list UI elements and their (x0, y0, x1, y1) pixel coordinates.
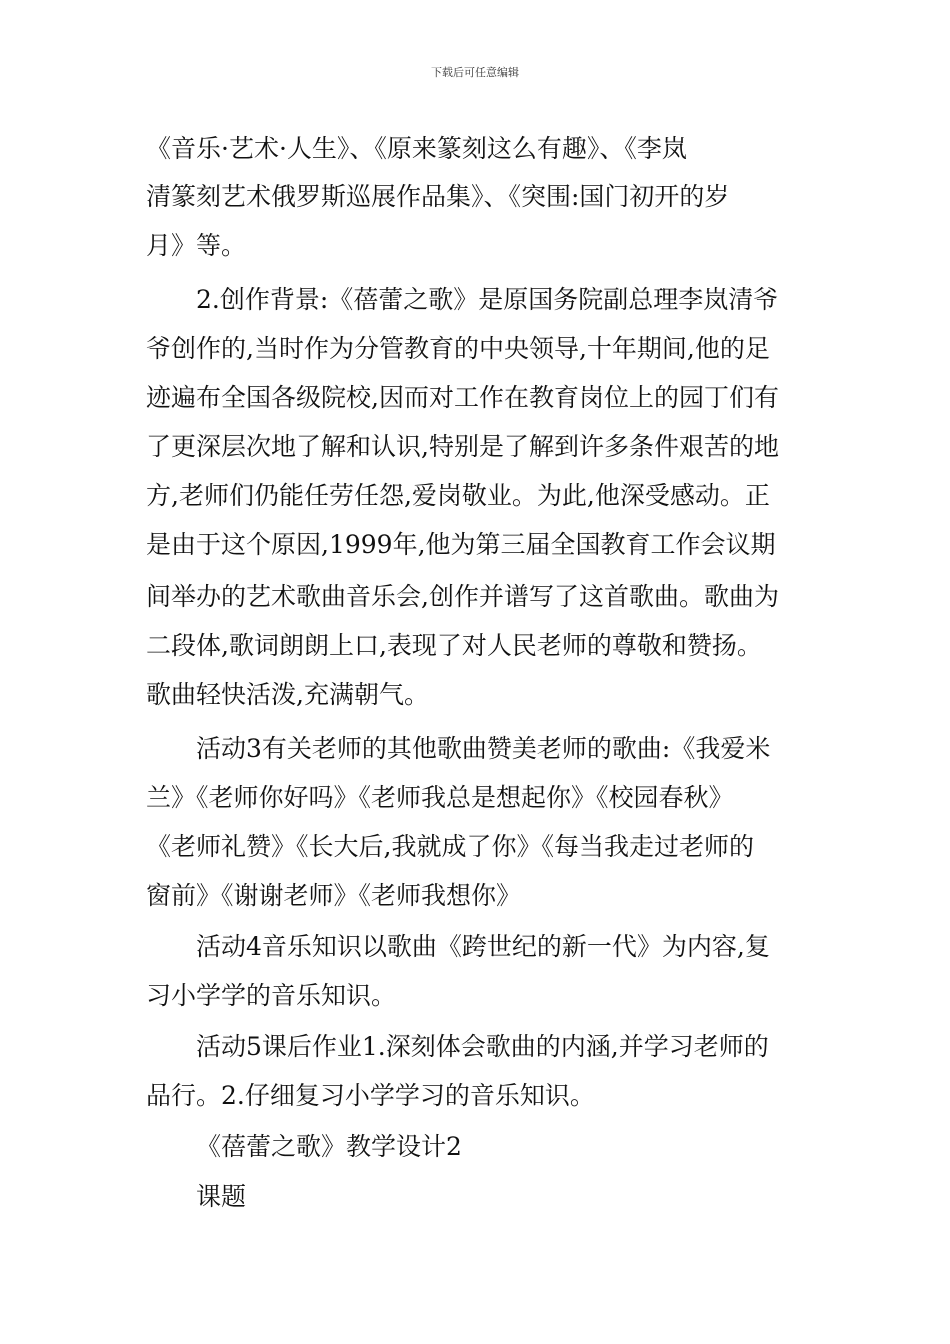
text-line: 2.创作背景:《蓓蕾之歌》是原国务院副总理李岚清爷 (196, 285, 779, 314)
text-line: 《音乐·艺术·人生》、《原来篆刻这么有趣》、《李岚 (146, 134, 687, 163)
text-line: 二段体,歌词朗朗上口,表现了对人民老师的尊敬和赞扬。 (146, 631, 762, 660)
text-line: 活动4音乐知识以歌曲《跨世纪的新一代》为内容,复 (196, 932, 770, 961)
text-line: 方,老师们仍能任劳任怨,爱岗敬业。为此,他深受感动。正 (146, 481, 770, 510)
text-line: 是由于这个原因,1999年,他为第三届全国教育工作会议期 (146, 530, 776, 559)
text-line: 活动3有关老师的其他歌曲赞美老师的歌曲:《我爱米 (196, 734, 771, 763)
section-title: 《蓓蕾之歌》教学设计2 (196, 1132, 462, 1161)
section-heading: 课题 (196, 1182, 247, 1211)
text-line: 清篆刻艺术俄罗斯巡展作品集》、《突围:国门初开的岁 (146, 182, 730, 211)
text-line: 习小学学的音乐知识。 (146, 981, 397, 1010)
text-line: 品行。2.仔细复习小学学习的音乐知识。 (146, 1081, 595, 1110)
page-header-note: 下载后可任意编辑 (431, 66, 519, 79)
text-line: 间举办的艺术歌曲音乐会,创作并谱写了这首歌曲。歌曲为 (146, 582, 779, 611)
text-line: 活动5课后作业1.深刻体会歌曲的内涵,并学习老师的 (196, 1032, 769, 1061)
text-line: 窗前》《谢谢老师》《老师我想你》 (146, 881, 522, 910)
text-line: 迹遍布全国各级院校,因而对工作在教育岗位上的园丁们有 (146, 383, 779, 412)
text-line: 了更深层次地了解和认识,特别是了解到许多条件艰苦的地 (146, 432, 779, 461)
text-line: 《老师礼赞》《长大后,我就成了你》《每当我走过老师的 (146, 832, 754, 861)
text-line: 兰》《老师你好吗》《老师我总是想起你》《校园春秋》 (146, 783, 734, 812)
text-line: 月》等。 (146, 231, 247, 260)
text-line: 爷创作的,当时作为分管教育的中央领导,十年期间,他的足 (146, 334, 770, 363)
text-line: 歌曲轻快活泼,充满朝气。 (146, 680, 429, 709)
